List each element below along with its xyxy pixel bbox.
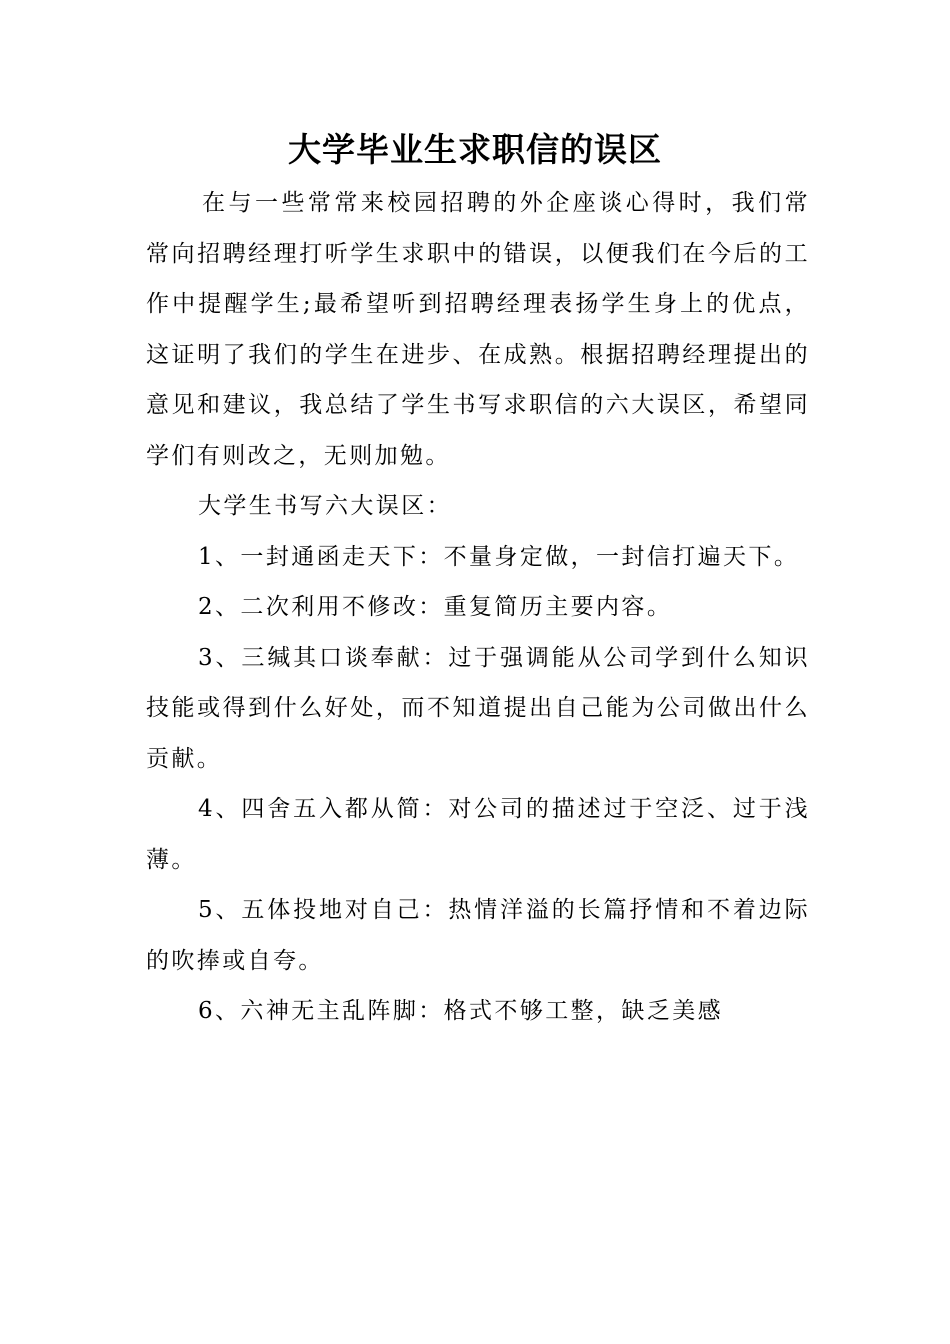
- list-item-1: 1、一封通函走天下：不量身定做，一封信打遍天下。: [198, 543, 800, 570]
- list-heading: 大学生书写六大误区：: [198, 493, 452, 519]
- list-item-4: 4、四舍五入都从简：对公司的描述过于空泛、过于浅薄。: [146, 796, 810, 873]
- intro-paragraph: 在与一些常常来校园招聘的外企座谈心得时，我们常常向招聘经理打听学生求职中的错误，以便我们在今后的工作中提醒学生;最希望听到招聘经理表扬学生身上的优点，这证明了我们的学生在进步、在成熟。根据招聘经理提出的意见和建议，我总结了学生书写求职信的六大误区，希望同学们有则改之，无则加勉。: [146, 190, 810, 469]
- document-body: [146, 178, 810, 1037]
- list-item-3: 3、三缄其口谈奉献：过于强调能从公司学到什么知识技能或得到什么好处，而不知道提出自己能为公司做出什么贡献。: [146, 644, 810, 772]
- list-item-5: 5、五体投地对自己：热情洋溢的长篇抒情和不着边际的吹捧或自夸。: [146, 897, 810, 974]
- list-item-2: 2、二次利用不修改：重复简历主要内容。: [198, 594, 673, 620]
- list-item-6: 6、六神无主乱阵脚：格式不够工整，缺乏美感: [198, 998, 724, 1024]
- document-title: 大学毕业生求职信的误区: [288, 130, 662, 169]
